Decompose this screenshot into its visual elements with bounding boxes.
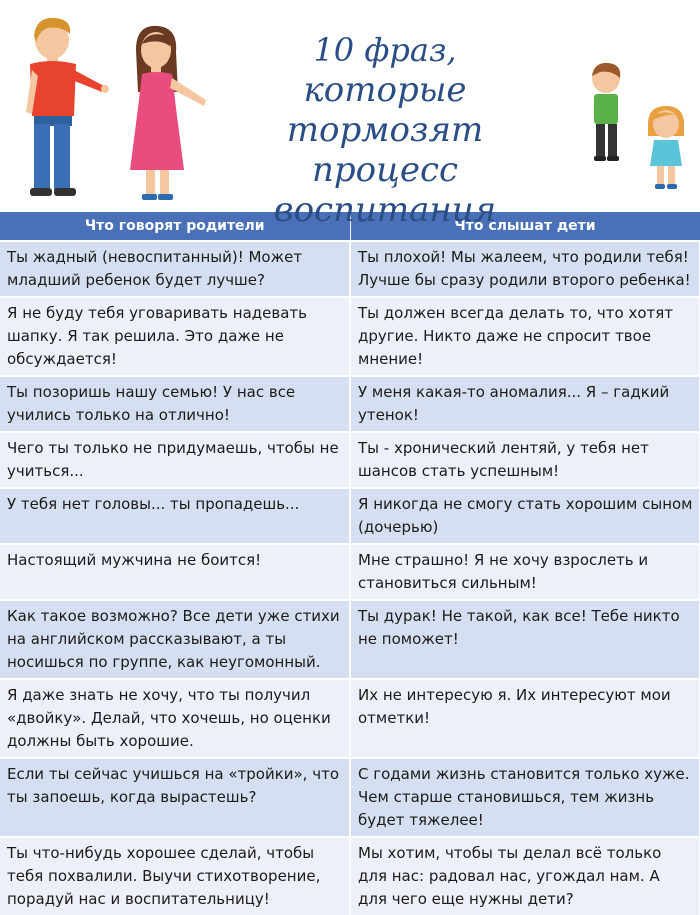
- header-children-hear: Что слышат дети: [350, 212, 700, 241]
- girl-illustration: [640, 104, 692, 192]
- table-row: [0, 297, 700, 376]
- table-row: [0, 544, 700, 600]
- table-row: [0, 241, 700, 297]
- parent-phrase: Как такое возможно? Все дети уже стихи на английском рассказывают, а ты носишься по группе, как неугомонный.: [0, 600, 350, 679]
- child-hears: Ты дурак! Не такой, как все! Тебе никто не поможет!: [350, 600, 700, 679]
- header-parents-say: Что говорят родители: [0, 212, 350, 241]
- table-row: [0, 488, 700, 544]
- boy-illustration: [582, 60, 632, 164]
- mother-illustration: [118, 22, 214, 204]
- child-hears: С годами жизнь становится только хуже. Чем старше становишься, тем жизнь будет тяжелее!: [350, 758, 700, 837]
- child-hears: Ты должен всегда делать то, что хотят другие. Никто даже не спросит твое мнение!: [350, 297, 700, 376]
- page-title: [210, 30, 560, 230]
- phrases-table: [0, 212, 700, 915]
- title-line-2: которые тормозят: [286, 70, 484, 150]
- title-line-3: процесс воспитания: [273, 150, 497, 230]
- parent-phrase: Ты жадный (невоспитанный)! Может младший ребенок будет лучше?: [0, 241, 350, 297]
- child-hears: Я никогда не смогу стать хорошим сыном (дочерью): [350, 488, 700, 544]
- father-illustration: [18, 12, 110, 202]
- child-hears: У меня какая-то аномалия... Я – гадкий утенок!: [350, 376, 700, 432]
- table-row: [0, 758, 700, 837]
- child-hears: Мне страшно! Я не хочу взрослеть и становиться сильным!: [350, 544, 700, 600]
- parent-phrase: Я не буду тебя уговаривать надевать шапку. Я так решила. Это даже не обсуждается!: [0, 297, 350, 376]
- parent-phrase: Ты позоришь нашу семью! У нас все учились только на отлично!: [0, 376, 350, 432]
- table-row: [0, 432, 700, 488]
- parent-phrase: Ты что-нибудь хорошее сделай, чтобы тебя похвалили. Выучи стихотворение, порадуй нас и воспитательницу!: [0, 837, 350, 915]
- child-hears: Ты плохой! Мы жалеем, что родили тебя! Лучше бы сразу родили второго ребенка!: [350, 241, 700, 297]
- parent-phrase: Чего ты только не придумаешь, чтобы не учиться...: [0, 432, 350, 488]
- parent-phrase: Настоящий мужчина не боится!: [0, 544, 350, 600]
- child-hears: Мы хотим, чтобы ты делал всё только для нас: радовал нас, угождал нам. А для чего еще нужны дети?: [350, 837, 700, 915]
- child-hears: Ты - хронический лентяй, у тебя нет шансов стать успешным!: [350, 432, 700, 488]
- parent-phrase: У тебя нет головы... ты пропадешь...: [0, 488, 350, 544]
- parent-phrase: Если ты сейчас учишься на «тройки», что ты запоешь, когда вырастешь?: [0, 758, 350, 837]
- parent-phrase: Я даже знать не хочу, что ты получил «двойку». Делай, что хочешь, но оценки должны быть хорошие.: [0, 679, 350, 758]
- table-row: [0, 679, 700, 758]
- child-hears: Их не интересую я. Их интересуют мои отметки!: [350, 679, 700, 758]
- table-row: [0, 376, 700, 432]
- title-line-1: 10 фраз,: [313, 31, 457, 69]
- table-row: [0, 600, 700, 679]
- table-row: [0, 837, 700, 915]
